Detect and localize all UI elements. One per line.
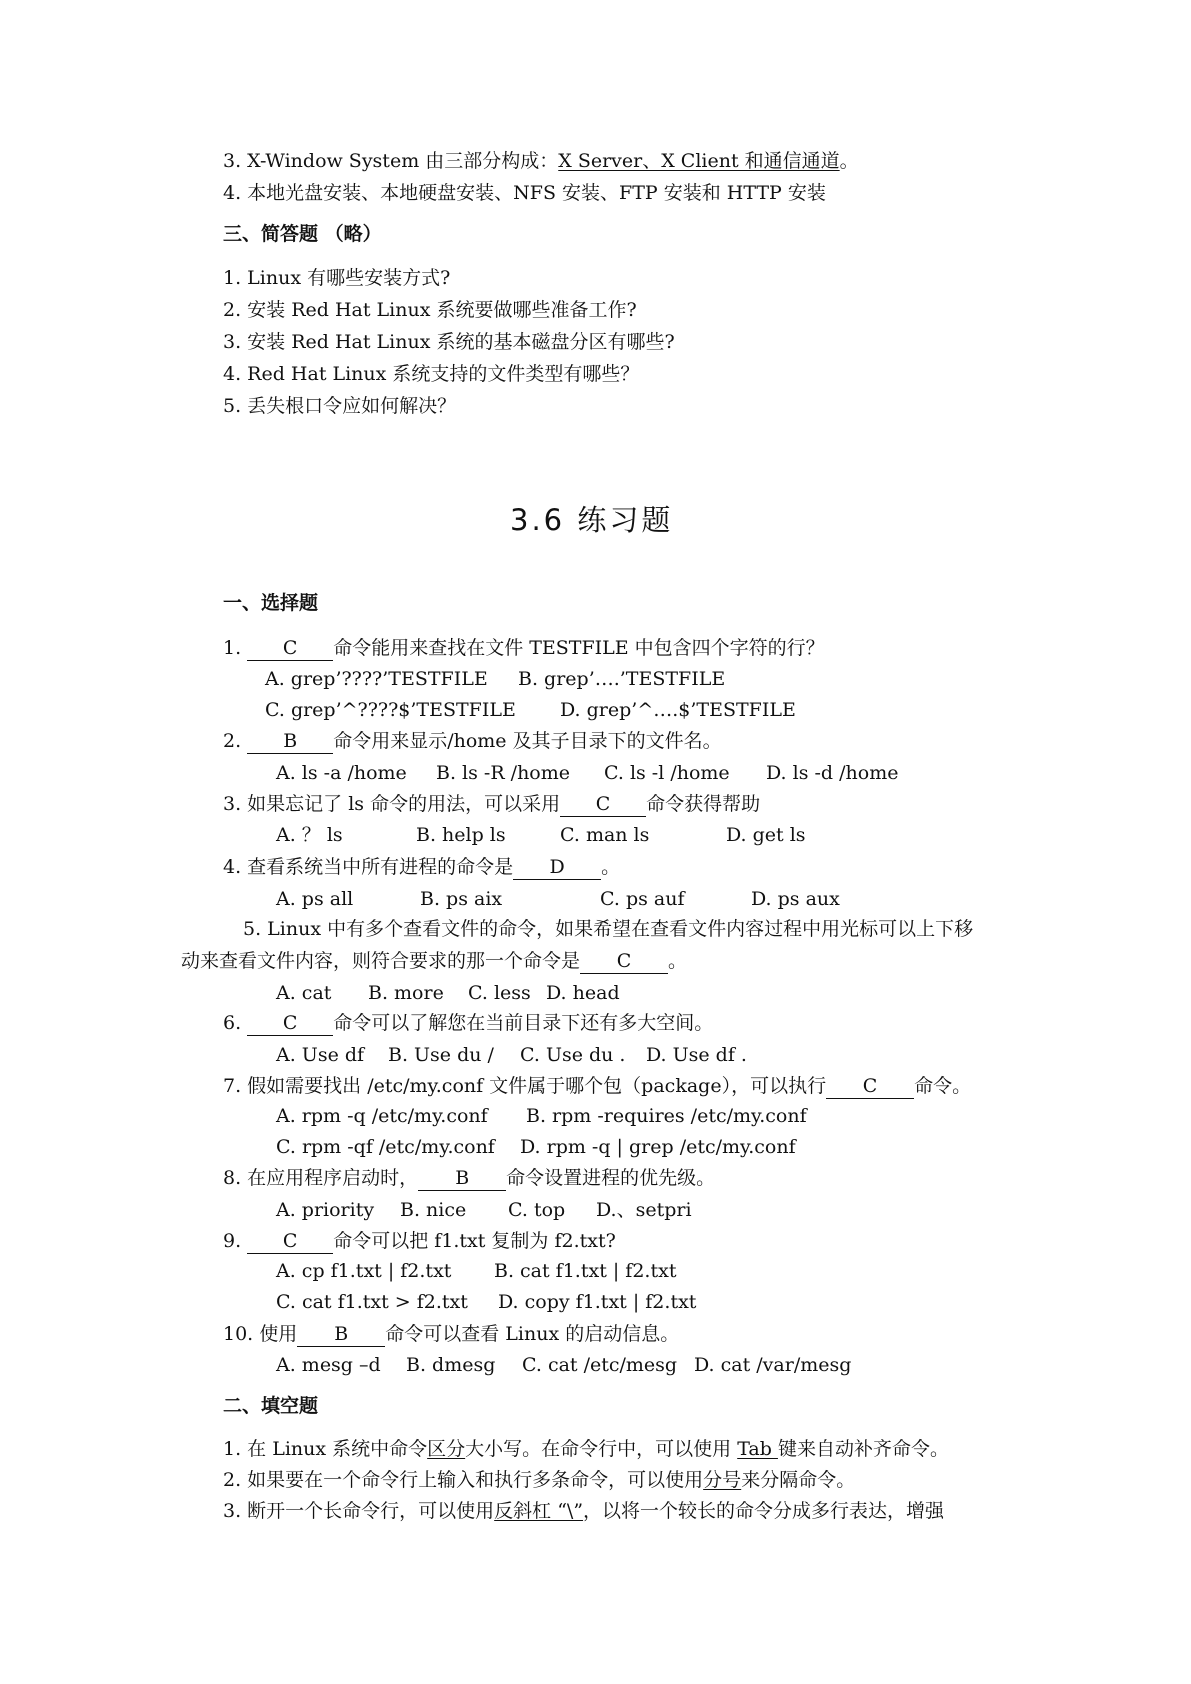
option-a: A. grep’????’TESTFILE [265, 668, 488, 690]
option-c: C. Use du . [520, 1044, 626, 1066]
option-d: D. rpm -q | grep /etc/my.conf [520, 1136, 796, 1158]
answer-blank: B [418, 1168, 506, 1191]
option-b: B. more [368, 982, 444, 1004]
short-question-2: 2. 安装 Red Hat Linux 系统要做哪些准备工作? [223, 299, 637, 321]
option-b: B. grep’….’TESTFILE [518, 668, 726, 690]
question-3: 3. 如果忘记了 ls 命令的用法，可以采用 C 命令获得帮助 [223, 793, 761, 815]
option-a: A. mesg –d [276, 1354, 381, 1376]
option-d: D.、setpri [596, 1199, 692, 1221]
answer-line-3 [223, 152, 859, 171]
option-b: B. nice [400, 1199, 467, 1221]
short-question-5: 5. 丢失根口令应如何解决？ [223, 395, 457, 417]
option-a: A. rpm -q /etc/my.conf [276, 1105, 488, 1127]
fill-answer: Tab [737, 1438, 778, 1460]
fill-answer: 区分 [427, 1438, 466, 1460]
answer-blank: C [826, 1076, 914, 1099]
option-b: B. Use du / [388, 1044, 494, 1066]
option-b: B. ls -R /home [436, 762, 571, 784]
fill-question-1: 1. 在 Linux 系统中命令区分大小写。在命令行中，可以使用 Tab 键来自动补齐命令。 [223, 1438, 949, 1460]
option-a: A. ？ ls [276, 824, 343, 846]
option-a: A. priority [276, 1199, 375, 1221]
fill-heading: 二、填空题 [223, 1395, 319, 1417]
short-answer-heading: 三、简答题 （略） [223, 223, 382, 245]
option-c: C. ps auf [600, 888, 685, 910]
answer-blank: C [247, 1013, 333, 1036]
option-d: D. ps aux [751, 888, 840, 910]
answer-blank: D [513, 857, 601, 880]
question-2: 2. B 命令用来显示/home 及其子目录下的文件名。 [223, 730, 722, 752]
choice-heading: 一、选择题 [223, 592, 319, 614]
option-c: C. cat f1.txt > f2.txt [276, 1291, 468, 1313]
option-d: D. head [546, 982, 620, 1004]
option-a: A. cp f1.txt | f2.txt [276, 1260, 452, 1282]
question-9: 9. C 命令可以把 f1.txt 复制为 f2.txt? [223, 1230, 616, 1252]
option-d: D. grep’^….$’TESTFILE [560, 699, 796, 721]
question-4: 4. 查看系统当中所有进程的命令是 D 。 [223, 856, 621, 878]
answer-blank: C [247, 638, 333, 661]
option-a: A. cat [276, 982, 332, 1004]
answer-blank: C [560, 794, 646, 817]
option-d: D. copy f1.txt | f2.txt [498, 1291, 697, 1313]
option-b: B. cat f1.txt | f2.txt [494, 1260, 677, 1282]
answer-3-end: 。 [839, 150, 859, 172]
option-b: B. rpm -requires /etc/my.conf [526, 1105, 807, 1127]
section-title: 3.6 练习题 [510, 503, 674, 537]
option-a: A. ps all [276, 888, 354, 910]
option-b: B. help ls [416, 824, 506, 846]
option-a: A. ls -a /home [276, 762, 407, 784]
answer-blank: C [580, 951, 668, 974]
short-question-3: 3. 安装 Red Hat Linux 系统的基本磁盘分区有哪些? [223, 331, 675, 353]
option-d: D. cat /var/mesg [694, 1354, 852, 1376]
fill-answer: 分号 [703, 1469, 742, 1491]
answer-blank: B [297, 1324, 385, 1347]
answer-3-text: 3. X-Window System 由三部分构成： [223, 150, 559, 172]
answer-blank: B [247, 731, 333, 754]
answer-line-4: 4. 本地光盘安装、本地硬盘安装、NFS 安装、FTP 安装和 HTTP 安装 [223, 182, 826, 204]
question-7: 7. 假如需要找出 /etc/my.conf 文件属于哪个包（package），可以执行 C 命令。 [223, 1075, 972, 1097]
fill-answer: 反斜杠 “\” [494, 1500, 584, 1522]
short-question-4: 4. Red Hat Linux 系统支持的文件类型有哪些？ [223, 363, 640, 385]
fill-question-2: 2. 如果要在一个命令行上输入和执行多条命令，可以使用分号来分隔命令。 [223, 1469, 856, 1491]
fill-question-3: 3. 断开一个长命令行，可以使用反斜杠 “\”，以将一个较长的命令分成多行表达，增强 [223, 1500, 945, 1522]
short-question-1: 1. Linux 有哪些安装方式? [223, 267, 451, 289]
option-b: B. ps aix [420, 888, 503, 910]
option-c: C. man ls [560, 824, 650, 846]
option-d: D. get ls [726, 824, 806, 846]
option-c: C. top [508, 1199, 566, 1221]
option-d: D. Use df . [646, 1044, 747, 1066]
question-1: 1. C 命令能用来查找在文件 TESTFILE 中包含四个字符的行？ [223, 637, 825, 659]
question-6: 6. C 命令可以了解您在当前目录下还有多大空间。 [223, 1012, 714, 1034]
option-c: C. rpm -qf /etc/my.conf [276, 1136, 495, 1158]
option-d: D. ls -d /home [766, 762, 899, 784]
question-5-line-1: 5. Linux 中有多个查看文件的命令，如果希望在查看文件内容过程中用光标可以上下移 [243, 918, 974, 940]
answer-3-underlined: X Server、X Client 和通信通道 [558, 150, 840, 172]
question-5-line-2: 动来查看文件内容，则符合要求的那一个命令是 C 。 [181, 950, 688, 972]
answer-blank: C [247, 1231, 333, 1254]
option-c: C. less [468, 982, 531, 1004]
question-10: 10. 使用 B 命令可以查看 Linux 的启动信息。 [223, 1323, 680, 1345]
option-c: C. ls -l /home [604, 762, 730, 784]
question-8: 8. 在应用程序启动时， B 命令设置进程的优先级。 [223, 1167, 716, 1189]
option-c: C. cat /etc/mesg [522, 1354, 678, 1376]
option-b: B. dmesg [406, 1354, 496, 1376]
option-a: A. Use df [276, 1044, 365, 1066]
option-c: C. grep’^????$’TESTFILE [265, 699, 516, 721]
